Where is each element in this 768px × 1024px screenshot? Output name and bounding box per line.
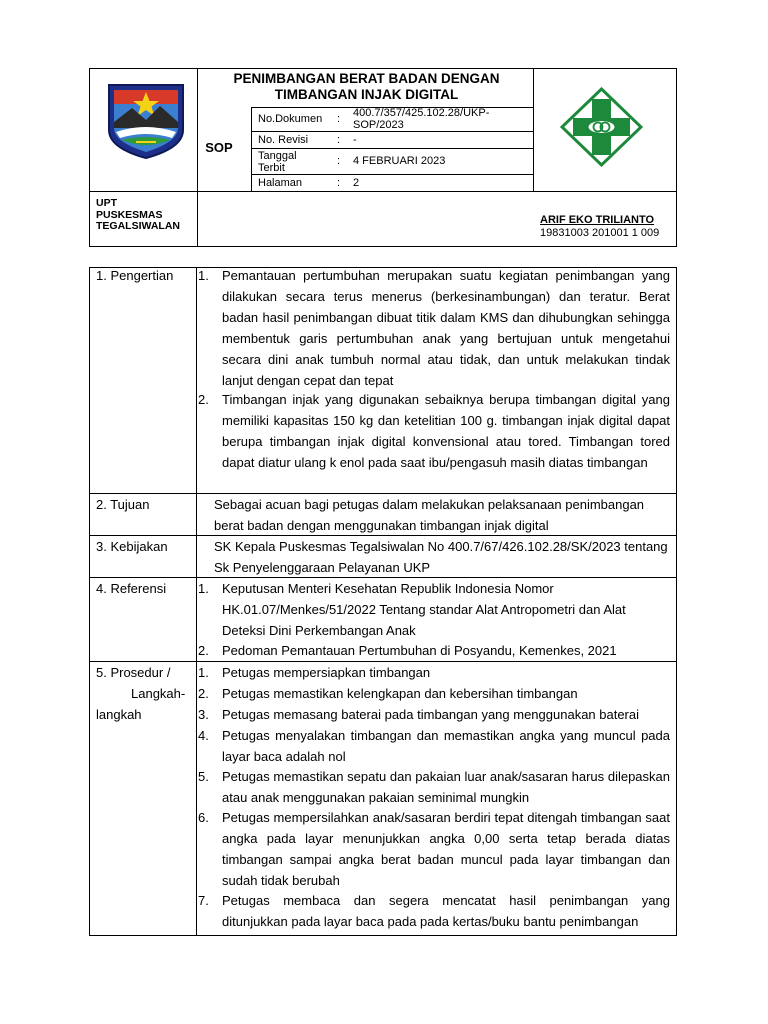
list-item: Timbangan injak yang digunakan sebaiknya berupa timbangan digital yang memiliki kapasitas 150 kg dan ketelitian 100 g. timbangan injak digital dapat berupa timbangan injak digital konvensional atau tored. Timbangan tored dapat diatur ulang k enol pada saat ibu/pengasuh masih diatas timbangan: [222, 392, 670, 470]
list-number: 2.: [198, 392, 209, 407]
header-divider: [197, 68, 198, 247]
section-label-prosedur: Langkah-: [131, 686, 186, 701]
list-item: Petugas membaca dan segera mencatat hasil penimbangan yang ditunjukkan pada layar baca pada pada kertas/buku bantu penimbangan: [222, 893, 670, 929]
page-title: PENIMBANGAN BERAT BADAN DENGAN TIMBANGAN INJAK DIGITAL: [233, 71, 500, 102]
section-label-referensi: 4. Referensi: [96, 581, 167, 596]
page-value: 2: [353, 177, 360, 189]
doc-number-value: 400.7/357/425.102.28/UKP-SOP/2023: [353, 107, 490, 131]
list-number: 5.: [198, 769, 209, 784]
list-number: 2.: [198, 686, 209, 701]
regency-emblem-logo: [106, 82, 186, 160]
list-item: Petugas mempersilahkan anak/sasaran berdiri tepat ditengah timbangan saat angka pada layar menunjukkan angka 0,00 serta tetap berada diatas timbangan sampai angka berat badan muncul pada layar timbangan dan sudah tidak berubah: [222, 810, 670, 888]
list-item: Keputusan Menteri Kesehatan Republik Indonesia Nomor HK.01.07/Menkes/51/2022 Tentang standar Alat Antropometri dan Alat Deteksi Dini Perkembangan Anak: [222, 581, 626, 638]
revision-label: No. Revisi: [258, 134, 309, 146]
list-item: Petugas mempersiapkan timbangan: [222, 665, 431, 680]
header-divider: [251, 107, 252, 192]
revision-value: -: [353, 134, 357, 146]
list-number: 1.: [198, 665, 209, 680]
list-number: 1.: [198, 581, 209, 596]
separator: :: [337, 134, 341, 146]
list-item: Petugas memastikan sepatu dan pakaian luar anak/sasaran harus dilepaskan atau anak menggunakan pakaian seminimal mungkin: [222, 769, 670, 805]
section-label-kebijakan: 3. Kebijakan: [96, 539, 168, 554]
list-number: 1.: [198, 268, 209, 283]
content-divider: [196, 267, 197, 936]
kebijakan-text: SK Kepala Puskesmas Tegalsiwalan No 400.7/67/426.102.28/SK/2023 tentang Sk Penyelenggaraan Pelayanan UKP: [214, 539, 668, 575]
separator: :: [337, 113, 341, 125]
list-item: Pemantauan pertumbuhan merupakan suatu kegiatan penimbangan yang dilakukan secara terus menerus (berkesinambungan) dan teratur. Berat badan hasil penimbangan dibuat titik dalam KMS dan dihubungkan sehingga membentuk garis pertumbuhan anak yang bertujuan untuk mengetahui secara dini anak tumbuh normal atau tidak, dan untuk melakukan tindak lanjut dengan cepat dan tepat: [222, 268, 670, 388]
section-label-pengertian: 1. Pengertian: [96, 268, 174, 283]
signer-nip: 19831003 201001 1 009: [540, 227, 660, 239]
signer-name: ARIF EKO TRILIANTO: [540, 214, 655, 226]
section-label-prosedur: 5. Prosedur /: [96, 665, 171, 680]
header-divider: [251, 148, 533, 149]
list-number: 4.: [198, 728, 209, 743]
list-item: Petugas memasang baterai pada timbangan yang menggunakan baterai: [222, 707, 640, 722]
list-number: 7.: [198, 893, 209, 908]
sop-label: SOP: [205, 140, 233, 155]
list-item: Pedoman Pemantauan Pertumbuhan di Posyandu, Kemenkes, 2021: [222, 643, 617, 658]
org-name: UPT PUSKESMAS TEGALSIWALAN: [96, 197, 180, 232]
list-number: 6.: [198, 810, 209, 825]
section-label-tujuan: 2. Tujuan: [96, 497, 150, 512]
tujuan-text: Sebagai acuan bagi petugas dalam melakukan pelaksanaan penimbangan berat badan dengan menggunakan timbangan injak digital: [214, 497, 645, 533]
list-item: Petugas memastikan kelengkapan dan kebersihan timbangan: [222, 686, 578, 701]
issue-date-label: Tanggal Terbit: [258, 150, 297, 174]
page-label: Halaman: [258, 177, 303, 189]
separator: :: [337, 155, 341, 167]
section-label-prosedur: langkah: [96, 707, 142, 722]
header-divider: [89, 191, 677, 192]
list-number: 3.: [198, 707, 209, 722]
issue-date-value: 4 FEBRUARI 2023: [353, 155, 446, 167]
list-item: Petugas menyalakan timbangan dan memastikan angka yang muncul pada layar baca adalah nol: [222, 728, 670, 764]
separator: :: [337, 177, 341, 189]
header-divider: [251, 174, 533, 175]
puskesmas-logo: [560, 87, 643, 167]
header-divider: [251, 131, 533, 132]
doc-number-label: No.Dokumen: [258, 113, 323, 125]
list-number: 2.: [198, 643, 209, 658]
header-divider: [533, 68, 534, 192]
